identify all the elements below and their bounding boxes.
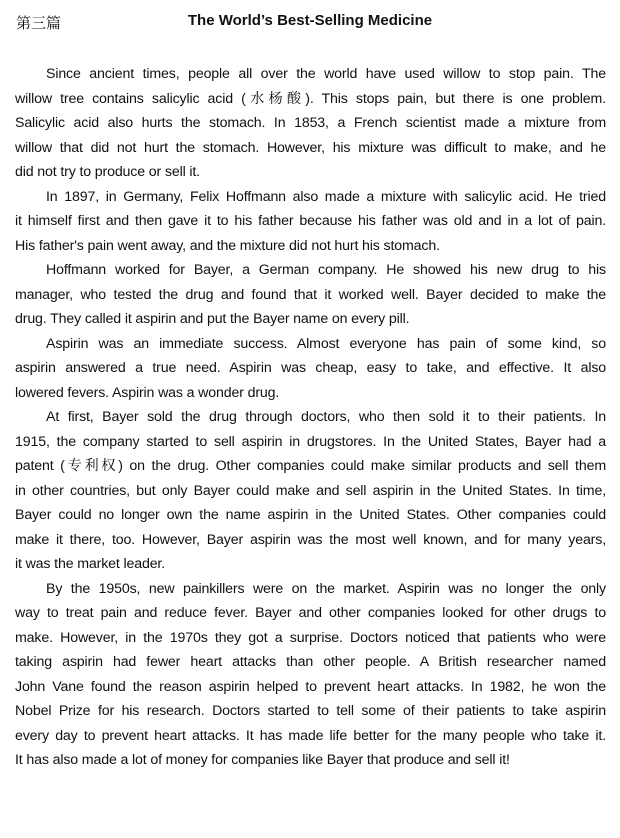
text-line: Nobel Prize for his research. Doctors started to tell some of their patients to take aspirin <box>15 703 606 719</box>
text-line: 1915, the company started to sell aspirin in drugstores. In the United States, Bayer had a <box>15 433 606 450</box>
paragraph <box>15 577 606 773</box>
text-line: taking aspirin had fewer heart attacks than other people. A British researcher named <box>15 654 606 670</box>
text-line: way to treat pain and reduce fever. Bayer and other companies looked for other drugs to <box>15 605 606 621</box>
text-line: It has also made a lot of money for companies like Bayer that produce and sell it! <box>15 752 510 768</box>
paragraph <box>15 185 606 259</box>
text-line: did not try to produce or sell it. <box>15 164 200 180</box>
text-line: At first, Bayer sold the drug through doctors, who then sold it to their patients. In <box>46 409 606 425</box>
text-line: drug. They called it aspirin and put the Bayer name on every pill. <box>15 311 410 327</box>
text-line: His father's pain went away, and the mixture did not hurt his stomach. <box>15 237 440 254</box>
text-line: make it there, too. However, Bayer aspirin was the most well known, and for many years, <box>15 531 606 548</box>
text-line: By the 1950s, new painkillers were on the market. Aspirin was no longer the only <box>46 580 606 597</box>
text-line: in other countries, but only Bayer could make and sell aspirin in the United States. In time, <box>15 482 606 499</box>
paragraph <box>15 62 606 185</box>
text-line: it was the market leader. <box>15 556 166 572</box>
text-line: every day to prevent heart attacks. It has made life better for the many people who take it. <box>15 727 606 744</box>
text-line: In 1897, in Germany, Felix Hoffmann also made a mixture with salicylic acid. He tried <box>46 188 606 205</box>
text-line: Bayer could no longer own the name aspirin in the United States. Other companies could <box>15 507 606 523</box>
text-line: Hoffmann worked for Bayer, a German company. He showed his new drug to his <box>46 262 606 278</box>
text-line: manager, who tested the drug and found that it worked well. Bayer decided to make the <box>15 286 606 303</box>
paragraph <box>15 332 606 406</box>
text-line: willow that did not hurt the stomach. However, his mixture was difficult to make, and he <box>15 139 606 156</box>
paragraph <box>15 405 606 577</box>
text-line: Aspirin was an immediate success. Almost everyone has pain of some kind, so <box>46 335 606 352</box>
text-line: lowered fevers. Aspirin was a wonder drug. <box>15 384 280 401</box>
text-line: Salicylic acid also hurts the stomach. In 1853, a French scientist made a mixture from <box>15 115 606 131</box>
text-line: make. However, in the 1970s they got a surprise. Doctors noticed that patients who were <box>15 629 606 646</box>
text-line: Since ancient times, people all over the world have used willow to stop pain. The <box>46 66 606 82</box>
text-line: willow tree contains salicylic acid (水杨酸). This stops pain, but there is one problem. <box>15 90 606 107</box>
page-title: The World’s Best-Selling Medicine <box>187 12 433 29</box>
article-body <box>15 62 606 773</box>
text-line: John Vane found the reason aspirin helped to prevent heart attacks. In 1982, he won the <box>15 678 606 695</box>
text-line: patent (专利权) on the drug. Other companies could make similar products and sell them <box>15 458 606 474</box>
section-label: 第三篇 <box>16 14 62 32</box>
text-line: aspirin answered a true need. Aspirin was cheap, easy to take, and effective. It also <box>15 360 606 376</box>
paragraph <box>15 258 606 332</box>
text-line: it himself first and then gave it to his father because his father was old and in a lot of pain. <box>15 213 606 229</box>
